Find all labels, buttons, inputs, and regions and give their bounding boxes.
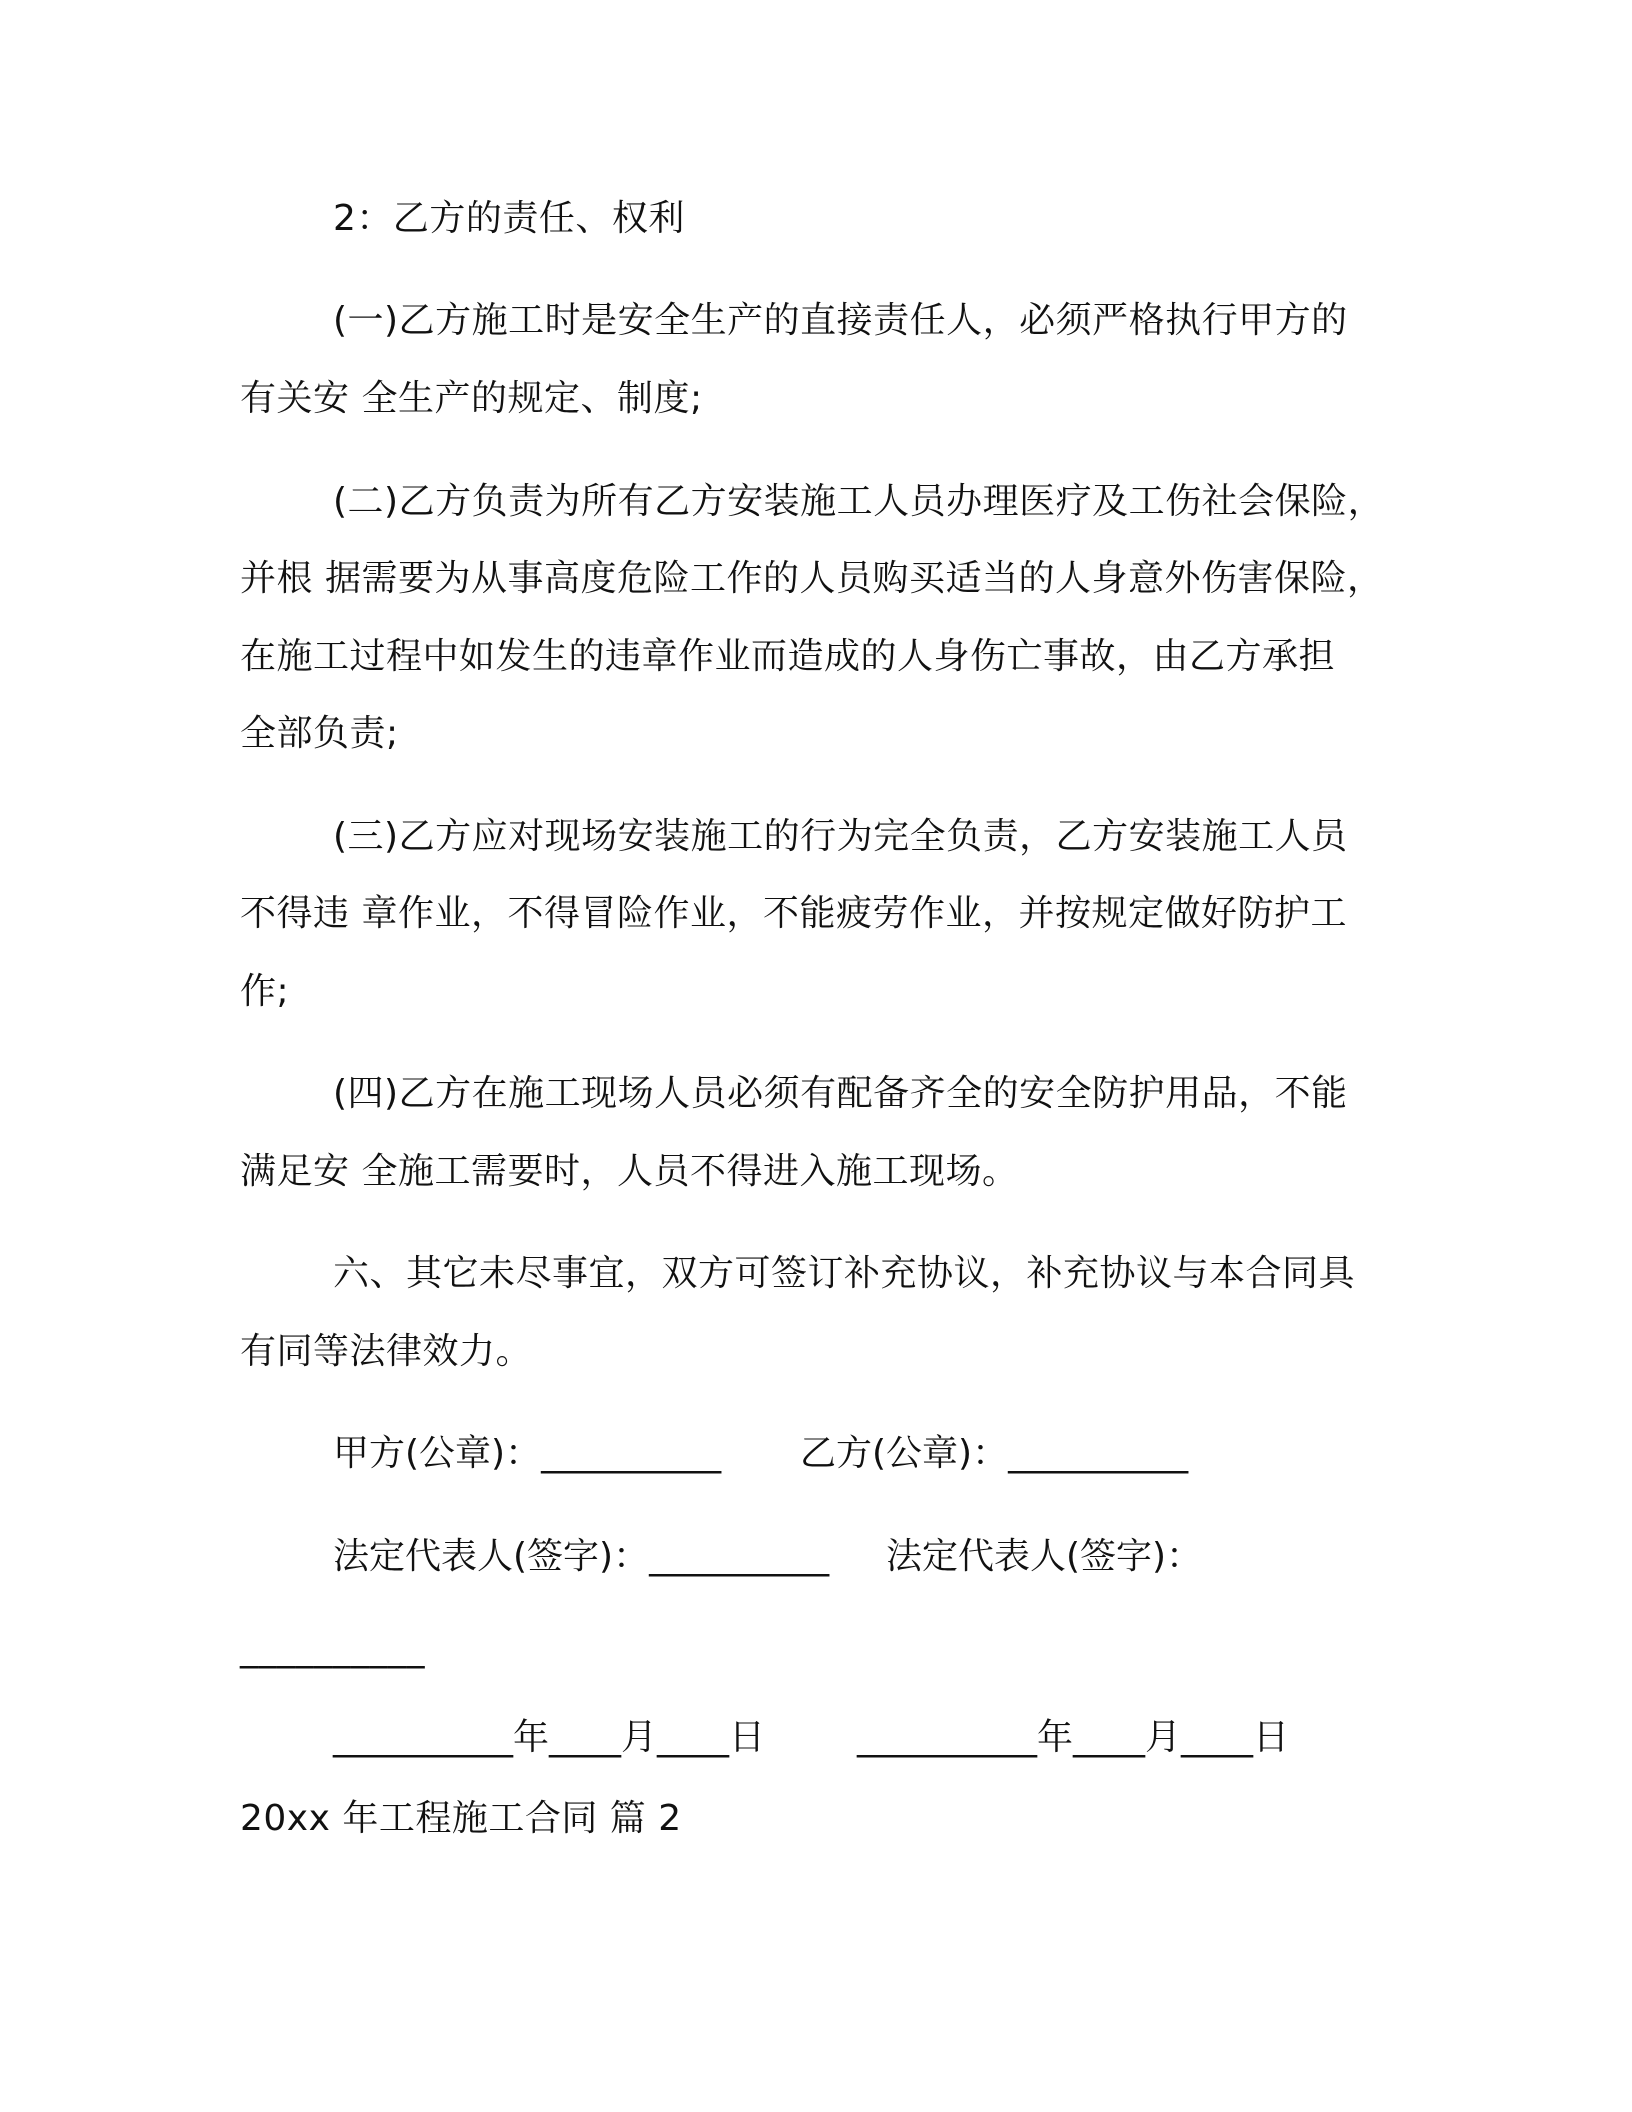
party-a-representative: 法定代表人(签字)：__________ xyxy=(333,1536,830,1577)
item-3-line-2: 不得违 章作业，不得冒险作业，不能疲劳作业，并按规定做好防护工 xyxy=(240,893,1347,934)
item-1-line-1: (一)乙方施工时是安全生产的直接责任人，必须严格执行甲方的 xyxy=(333,300,1348,341)
item-2-line-4: 全部负责; xyxy=(240,713,399,754)
party-b-representative-blank: __________ xyxy=(240,1628,425,1669)
next-section-title: 20xx 年工程施工合同 篇 2 xyxy=(240,1798,682,1839)
item-4-line-2: 满足安 全施工需要时，人员不得进入施工现场。 xyxy=(240,1151,1019,1192)
section-heading: 2：乙方的责任、权利 xyxy=(333,198,685,239)
party-a-seal: 甲方(公章)：__________ xyxy=(333,1433,722,1474)
item-2-line-1: (二)乙方负责为所有乙方安装施工人员办理医疗及工伤社会保险， xyxy=(333,481,1385,522)
party-b-seal: 乙方(公章)：__________ xyxy=(800,1433,1189,1474)
date-party-b: __________年____月____日 xyxy=(857,1717,1289,1758)
item-3-line-3: 作; xyxy=(240,971,290,1012)
item-2-line-2: 并根 据需要为从事高度危险工作的人员购买适当的人身意外伤害保险， xyxy=(240,558,1384,599)
date-party-a: __________年____月____日 xyxy=(333,1717,765,1758)
item-3-line-1: (三)乙方应对现场安装施工的行为完全负责，乙方安装施工人员 xyxy=(333,816,1348,857)
item-1-line-2: 有关安 全生产的规定、制度; xyxy=(240,378,703,419)
item-4-line-1: (四)乙方在施工现场人员必须有配备齐全的安全防护用品，不能 xyxy=(333,1073,1348,1114)
section-6-line-1: 六、其它未尽事宜，双方可签订补充协议，补充协议与本合同具 xyxy=(333,1253,1356,1294)
item-2-line-3: 在施工过程中如发生的违章作业而造成的人身伤亡事故，由乙方承担 xyxy=(240,636,1336,677)
section-6-line-2: 有同等法律效力。 xyxy=(240,1331,533,1372)
party-b-representative: 法定代表人(签字)： xyxy=(886,1536,1203,1577)
